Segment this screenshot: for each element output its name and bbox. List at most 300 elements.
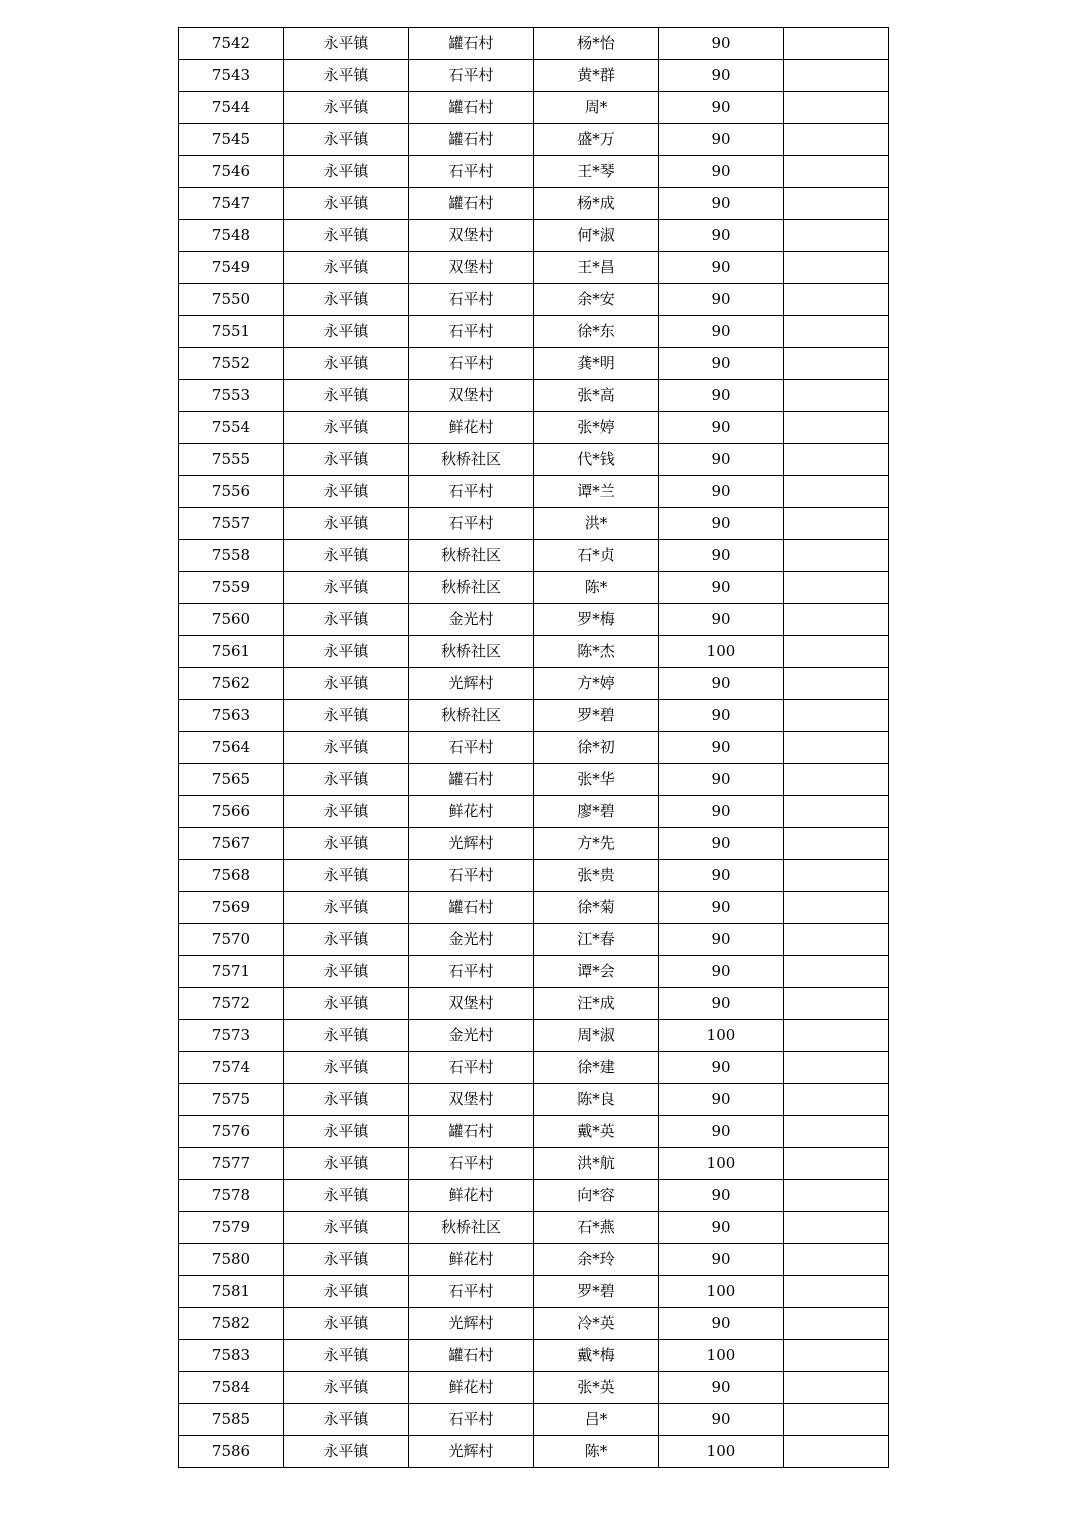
town-cell: 永平镇 <box>284 1212 409 1244</box>
amount-cell: 90 <box>659 1308 784 1340</box>
town-cell: 永平镇 <box>284 1244 409 1276</box>
name-cell: 陈*良 <box>534 1084 659 1116</box>
remark-cell <box>784 668 889 700</box>
name-cell: 江*春 <box>534 924 659 956</box>
town-cell: 永平镇 <box>284 956 409 988</box>
name-cell: 盛*万 <box>534 124 659 156</box>
serial-number-cell: 7564 <box>179 732 284 764</box>
serial-number-cell: 7546 <box>179 156 284 188</box>
amount-cell: 90 <box>659 1116 784 1148</box>
village-cell: 金光村 <box>409 924 534 956</box>
village-cell: 鲜花村 <box>409 412 534 444</box>
serial-number-cell: 7573 <box>179 1020 284 1052</box>
amount-cell: 90 <box>659 92 784 124</box>
table-row <box>179 892 889 924</box>
serial-number-cell: 7577 <box>179 1148 284 1180</box>
remark-cell <box>784 1372 889 1404</box>
remark-cell <box>784 892 889 924</box>
village-cell: 光辉村 <box>409 1308 534 1340</box>
amount-cell: 100 <box>659 1020 784 1052</box>
table-row <box>179 188 889 220</box>
serial-number-cell: 7553 <box>179 380 284 412</box>
amount-cell: 90 <box>659 124 784 156</box>
table-row <box>179 1084 889 1116</box>
table-row <box>179 828 889 860</box>
village-cell: 双堡村 <box>409 380 534 412</box>
name-cell: 陈* <box>534 1436 659 1468</box>
remark-cell <box>784 188 889 220</box>
town-cell: 永平镇 <box>284 1372 409 1404</box>
name-cell: 戴*梅 <box>534 1340 659 1372</box>
remark-cell <box>784 252 889 284</box>
amount-cell: 90 <box>659 540 784 572</box>
name-cell: 洪*航 <box>534 1148 659 1180</box>
serial-number-cell: 7580 <box>179 1244 284 1276</box>
table-row <box>179 60 889 92</box>
remark-cell <box>784 444 889 476</box>
table-row <box>179 1308 889 1340</box>
town-cell: 永平镇 <box>284 28 409 60</box>
amount-cell: 100 <box>659 1276 784 1308</box>
remark-cell <box>784 1308 889 1340</box>
village-cell: 石平村 <box>409 1148 534 1180</box>
town-cell: 永平镇 <box>284 1148 409 1180</box>
town-cell: 永平镇 <box>284 92 409 124</box>
name-cell: 徐*初 <box>534 732 659 764</box>
remark-cell <box>784 604 889 636</box>
town-cell: 永平镇 <box>284 860 409 892</box>
remark-cell <box>784 764 889 796</box>
serial-number-cell: 7583 <box>179 1340 284 1372</box>
remark-cell <box>784 732 889 764</box>
name-cell: 罗*碧 <box>534 700 659 732</box>
amount-cell: 90 <box>659 1404 784 1436</box>
serial-number-cell: 7576 <box>179 1116 284 1148</box>
name-cell: 张*贵 <box>534 860 659 892</box>
remark-cell <box>784 316 889 348</box>
town-cell: 永平镇 <box>284 572 409 604</box>
serial-number-cell: 7558 <box>179 540 284 572</box>
name-cell: 张*华 <box>534 764 659 796</box>
table-row <box>179 1052 889 1084</box>
remark-cell <box>784 508 889 540</box>
name-cell: 向*容 <box>534 1180 659 1212</box>
amount-cell: 100 <box>659 1340 784 1372</box>
town-cell: 永平镇 <box>284 1436 409 1468</box>
name-cell: 罗*碧 <box>534 1276 659 1308</box>
serial-number-cell: 7585 <box>179 1404 284 1436</box>
name-cell: 张*英 <box>534 1372 659 1404</box>
remark-cell <box>784 1052 889 1084</box>
name-cell: 徐*东 <box>534 316 659 348</box>
amount-cell: 90 <box>659 732 784 764</box>
remark-cell <box>784 220 889 252</box>
village-cell: 秋桥社区 <box>409 572 534 604</box>
town-cell: 永平镇 <box>284 924 409 956</box>
serial-number-cell: 7566 <box>179 796 284 828</box>
serial-number-cell: 7555 <box>179 444 284 476</box>
amount-cell: 90 <box>659 380 784 412</box>
town-cell: 永平镇 <box>284 732 409 764</box>
serial-number-cell: 7561 <box>179 636 284 668</box>
village-cell: 光辉村 <box>409 1436 534 1468</box>
name-cell: 方*先 <box>534 828 659 860</box>
serial-number-cell: 7548 <box>179 220 284 252</box>
name-cell: 陈* <box>534 572 659 604</box>
name-cell: 汪*成 <box>534 988 659 1020</box>
table-row <box>179 764 889 796</box>
table-row <box>179 380 889 412</box>
beneficiary-table <box>178 27 889 1468</box>
remark-cell <box>784 380 889 412</box>
table-row <box>179 1340 889 1372</box>
amount-cell: 90 <box>659 412 784 444</box>
serial-number-cell: 7575 <box>179 1084 284 1116</box>
table-row <box>179 924 889 956</box>
remark-cell <box>784 348 889 380</box>
amount-cell: 100 <box>659 1436 784 1468</box>
village-cell: 双堡村 <box>409 1084 534 1116</box>
serial-number-cell: 7572 <box>179 988 284 1020</box>
serial-number-cell: 7559 <box>179 572 284 604</box>
serial-number-cell: 7584 <box>179 1372 284 1404</box>
serial-number-cell: 7557 <box>179 508 284 540</box>
village-cell: 石平村 <box>409 732 534 764</box>
village-cell: 双堡村 <box>409 220 534 252</box>
name-cell: 代*钱 <box>534 444 659 476</box>
remark-cell <box>784 1404 889 1436</box>
amount-cell: 90 <box>659 1372 784 1404</box>
serial-number-cell: 7571 <box>179 956 284 988</box>
amount-cell: 90 <box>659 988 784 1020</box>
serial-number-cell: 7569 <box>179 892 284 924</box>
name-cell: 张*高 <box>534 380 659 412</box>
amount-cell: 90 <box>659 348 784 380</box>
village-cell: 秋桥社区 <box>409 700 534 732</box>
town-cell: 永平镇 <box>284 412 409 444</box>
remark-cell <box>784 956 889 988</box>
table-row <box>179 668 889 700</box>
table-body <box>179 28 889 1468</box>
amount-cell: 90 <box>659 188 784 220</box>
remark-cell <box>784 1180 889 1212</box>
amount-cell: 90 <box>659 60 784 92</box>
serial-number-cell: 7550 <box>179 284 284 316</box>
table-row <box>179 28 889 60</box>
town-cell: 永平镇 <box>284 508 409 540</box>
serial-number-cell: 7552 <box>179 348 284 380</box>
table-row <box>179 92 889 124</box>
table-row <box>179 156 889 188</box>
serial-number-cell: 7556 <box>179 476 284 508</box>
village-cell: 罐石村 <box>409 124 534 156</box>
town-cell: 永平镇 <box>284 1340 409 1372</box>
village-cell: 石平村 <box>409 508 534 540</box>
table-row <box>179 412 889 444</box>
village-cell: 石平村 <box>409 156 534 188</box>
town-cell: 永平镇 <box>284 156 409 188</box>
amount-cell: 90 <box>659 28 784 60</box>
town-cell: 永平镇 <box>284 444 409 476</box>
remark-cell <box>784 1212 889 1244</box>
town-cell: 永平镇 <box>284 252 409 284</box>
town-cell: 永平镇 <box>284 636 409 668</box>
amount-cell: 90 <box>659 764 784 796</box>
amount-cell: 90 <box>659 1084 784 1116</box>
village-cell: 光辉村 <box>409 668 534 700</box>
village-cell: 罐石村 <box>409 1116 534 1148</box>
remark-cell <box>784 924 889 956</box>
serial-number-cell: 7551 <box>179 316 284 348</box>
town-cell: 永平镇 <box>284 700 409 732</box>
remark-cell <box>784 1340 889 1372</box>
remark-cell <box>784 988 889 1020</box>
town-cell: 永平镇 <box>284 604 409 636</box>
serial-number-cell: 7574 <box>179 1052 284 1084</box>
table-row <box>179 476 889 508</box>
remark-cell <box>784 1116 889 1148</box>
town-cell: 永平镇 <box>284 892 409 924</box>
amount-cell: 90 <box>659 444 784 476</box>
serial-number-cell: 7545 <box>179 124 284 156</box>
amount-cell: 90 <box>659 476 784 508</box>
table-row <box>179 732 889 764</box>
amount-cell: 90 <box>659 924 784 956</box>
name-cell: 张*婷 <box>534 412 659 444</box>
table-row <box>179 1180 889 1212</box>
town-cell: 永平镇 <box>284 1180 409 1212</box>
amount-cell: 90 <box>659 508 784 540</box>
name-cell: 石*燕 <box>534 1212 659 1244</box>
amount-cell: 90 <box>659 860 784 892</box>
name-cell: 陈*杰 <box>534 636 659 668</box>
table-row <box>179 1436 889 1468</box>
remark-cell <box>784 572 889 604</box>
name-cell: 廖*碧 <box>534 796 659 828</box>
village-cell: 石平村 <box>409 1276 534 1308</box>
table-row <box>179 444 889 476</box>
town-cell: 永平镇 <box>284 1052 409 1084</box>
serial-number-cell: 7578 <box>179 1180 284 1212</box>
town-cell: 永平镇 <box>284 60 409 92</box>
serial-number-cell: 7582 <box>179 1308 284 1340</box>
amount-cell: 90 <box>659 892 784 924</box>
amount-cell: 90 <box>659 220 784 252</box>
name-cell: 王*琴 <box>534 156 659 188</box>
town-cell: 永平镇 <box>284 668 409 700</box>
village-cell: 光辉村 <box>409 828 534 860</box>
name-cell: 何*淑 <box>534 220 659 252</box>
name-cell: 罗*梅 <box>534 604 659 636</box>
amount-cell: 90 <box>659 668 784 700</box>
village-cell: 石平村 <box>409 476 534 508</box>
serial-number-cell: 7554 <box>179 412 284 444</box>
village-cell: 双堡村 <box>409 988 534 1020</box>
town-cell: 永平镇 <box>284 348 409 380</box>
remark-cell <box>784 1148 889 1180</box>
village-cell: 金光村 <box>409 1020 534 1052</box>
remark-cell <box>784 284 889 316</box>
name-cell: 杨*怡 <box>534 28 659 60</box>
serial-number-cell: 7549 <box>179 252 284 284</box>
village-cell: 鲜花村 <box>409 1180 534 1212</box>
table-row <box>179 1372 889 1404</box>
village-cell: 金光村 <box>409 604 534 636</box>
remark-cell <box>784 636 889 668</box>
remark-cell <box>784 1244 889 1276</box>
town-cell: 永平镇 <box>284 1116 409 1148</box>
remark-cell <box>784 1276 889 1308</box>
village-cell: 罐石村 <box>409 28 534 60</box>
table-row <box>179 284 889 316</box>
amount-cell: 90 <box>659 1244 784 1276</box>
table-row <box>179 860 889 892</box>
amount-cell: 90 <box>659 796 784 828</box>
table-row <box>179 1244 889 1276</box>
town-cell: 永平镇 <box>284 220 409 252</box>
remark-cell <box>784 860 889 892</box>
town-cell: 永平镇 <box>284 188 409 220</box>
village-cell: 石平村 <box>409 956 534 988</box>
village-cell: 石平村 <box>409 860 534 892</box>
name-cell: 谭*会 <box>534 956 659 988</box>
amount-cell: 90 <box>659 1212 784 1244</box>
village-cell: 罐石村 <box>409 764 534 796</box>
serial-number-cell: 7568 <box>179 860 284 892</box>
name-cell: 吕* <box>534 1404 659 1436</box>
village-cell: 罐石村 <box>409 188 534 220</box>
town-cell: 永平镇 <box>284 988 409 1020</box>
village-cell: 秋桥社区 <box>409 444 534 476</box>
town-cell: 永平镇 <box>284 284 409 316</box>
table-row <box>179 636 889 668</box>
remark-cell <box>784 92 889 124</box>
remark-cell <box>784 28 889 60</box>
name-cell: 戴*英 <box>534 1116 659 1148</box>
amount-cell: 90 <box>659 1180 784 1212</box>
village-cell: 鲜花村 <box>409 1244 534 1276</box>
remark-cell <box>784 540 889 572</box>
town-cell: 永平镇 <box>284 1020 409 1052</box>
name-cell: 石*贞 <box>534 540 659 572</box>
name-cell: 徐*菊 <box>534 892 659 924</box>
table-row <box>179 988 889 1020</box>
name-cell: 黄*群 <box>534 60 659 92</box>
name-cell: 谭*兰 <box>534 476 659 508</box>
table-row <box>179 572 889 604</box>
name-cell: 余*玲 <box>534 1244 659 1276</box>
name-cell: 冷*英 <box>534 1308 659 1340</box>
serial-number-cell: 7542 <box>179 28 284 60</box>
serial-number-cell: 7586 <box>179 1436 284 1468</box>
amount-cell: 90 <box>659 572 784 604</box>
serial-number-cell: 7579 <box>179 1212 284 1244</box>
town-cell: 永平镇 <box>284 540 409 572</box>
village-cell: 鲜花村 <box>409 1372 534 1404</box>
serial-number-cell: 7581 <box>179 1276 284 1308</box>
town-cell: 永平镇 <box>284 1276 409 1308</box>
amount-cell: 90 <box>659 956 784 988</box>
name-cell: 杨*成 <box>534 188 659 220</box>
village-cell: 石平村 <box>409 348 534 380</box>
table-row <box>179 316 889 348</box>
table-row <box>179 1020 889 1052</box>
remark-cell <box>784 700 889 732</box>
village-cell: 罐石村 <box>409 92 534 124</box>
town-cell: 永平镇 <box>284 1308 409 1340</box>
table-row <box>179 508 889 540</box>
serial-number-cell: 7567 <box>179 828 284 860</box>
town-cell: 永平镇 <box>284 1404 409 1436</box>
amount-cell: 90 <box>659 700 784 732</box>
name-cell: 余*安 <box>534 284 659 316</box>
table-row <box>179 1404 889 1436</box>
table-row <box>179 796 889 828</box>
serial-number-cell: 7560 <box>179 604 284 636</box>
amount-cell: 90 <box>659 1052 784 1084</box>
town-cell: 永平镇 <box>284 380 409 412</box>
table-row <box>179 1116 889 1148</box>
serial-number-cell: 7544 <box>179 92 284 124</box>
table-row <box>179 540 889 572</box>
serial-number-cell: 7547 <box>179 188 284 220</box>
town-cell: 永平镇 <box>284 316 409 348</box>
table-row <box>179 1148 889 1180</box>
amount-cell: 100 <box>659 636 784 668</box>
village-cell: 秋桥社区 <box>409 1212 534 1244</box>
remark-cell <box>784 1084 889 1116</box>
serial-number-cell: 7562 <box>179 668 284 700</box>
village-cell: 石平村 <box>409 284 534 316</box>
name-cell: 周*淑 <box>534 1020 659 1052</box>
serial-number-cell: 7543 <box>179 60 284 92</box>
village-cell: 鲜花村 <box>409 796 534 828</box>
remark-cell <box>784 412 889 444</box>
amount-cell: 90 <box>659 316 784 348</box>
name-cell: 龚*明 <box>534 348 659 380</box>
name-cell: 徐*建 <box>534 1052 659 1084</box>
table-row <box>179 1276 889 1308</box>
table-row <box>179 604 889 636</box>
serial-number-cell: 7565 <box>179 764 284 796</box>
serial-number-cell: 7563 <box>179 700 284 732</box>
town-cell: 永平镇 <box>284 828 409 860</box>
name-cell: 王*昌 <box>534 252 659 284</box>
remark-cell <box>784 1020 889 1052</box>
village-cell: 石平村 <box>409 1052 534 1084</box>
table-row <box>179 348 889 380</box>
table-row <box>179 252 889 284</box>
table-row <box>179 220 889 252</box>
village-cell: 石平村 <box>409 1404 534 1436</box>
remark-cell <box>784 828 889 860</box>
amount-cell: 100 <box>659 1148 784 1180</box>
town-cell: 永平镇 <box>284 796 409 828</box>
village-cell: 石平村 <box>409 60 534 92</box>
village-cell: 秋桥社区 <box>409 540 534 572</box>
name-cell: 方*婷 <box>534 668 659 700</box>
village-cell: 罐石村 <box>409 1340 534 1372</box>
table-row <box>179 956 889 988</box>
remark-cell <box>784 796 889 828</box>
amount-cell: 90 <box>659 252 784 284</box>
amount-cell: 90 <box>659 284 784 316</box>
amount-cell: 90 <box>659 156 784 188</box>
table-row <box>179 700 889 732</box>
village-cell: 双堡村 <box>409 252 534 284</box>
serial-number-cell: 7570 <box>179 924 284 956</box>
name-cell: 洪* <box>534 508 659 540</box>
